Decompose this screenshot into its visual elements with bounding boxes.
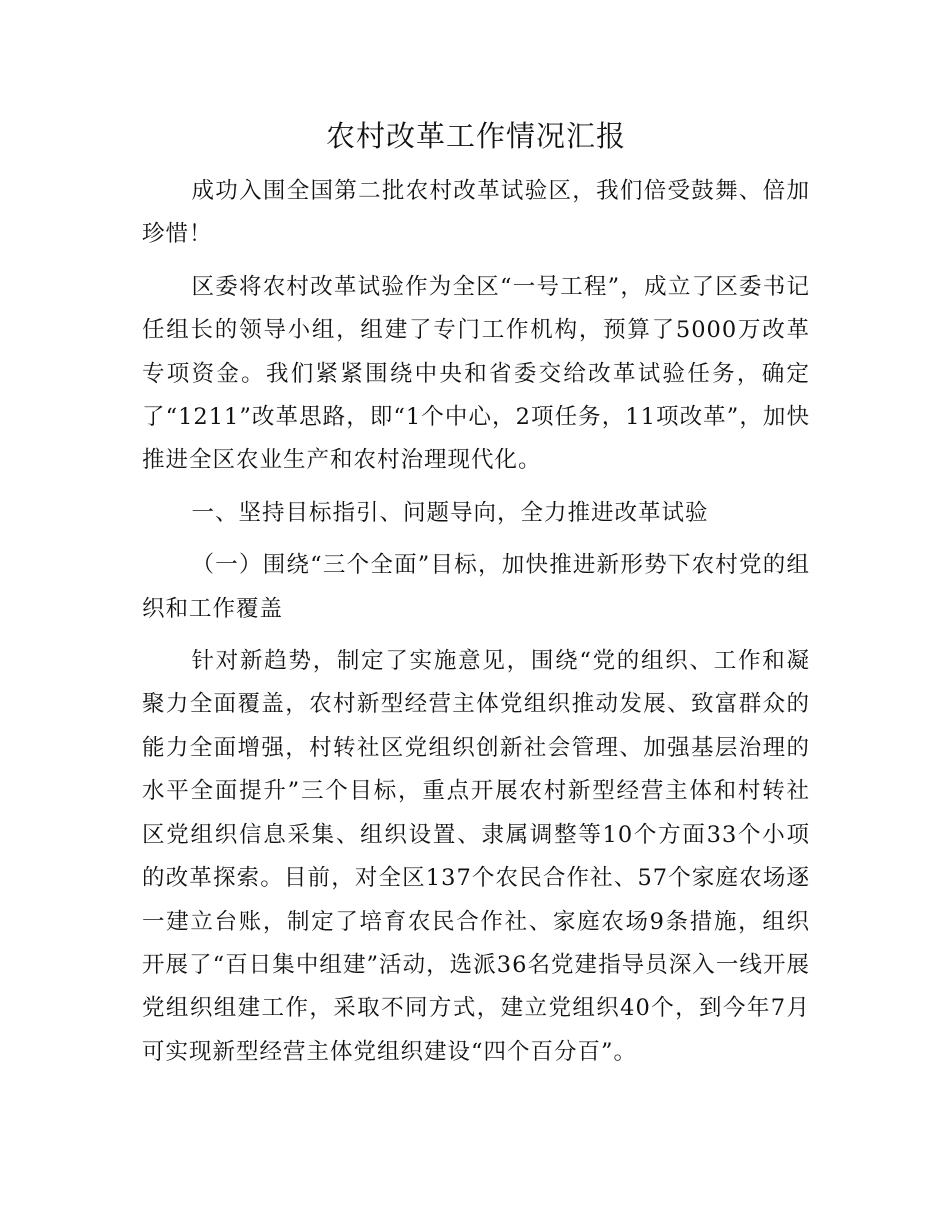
paragraph-overview: 区委将农村改革试验作为全区“一号工程”，成立了区委书记任组长的领导小组，组建了专门工作机构，预算了5000万改革专项资金。我们紧紧围绕中央和省委交给改革试验任务，确定了“1211”改革思路，即“1个中心，2项任务，11项改革”，加快推进全区农业生产和农村治理现代化。 — [142, 273, 810, 474]
subsection-heading-1: （一）围绕“三个全面”目标，加快推进新形势下农村党的组织和工作覆盖 — [142, 552, 810, 622]
paragraph-details: 针对新趋势，制定了实施意见，围绕“党的组织、工作和凝聚力全面覆盖，农村新型经营主体党组织推动发展、致富群众的能力全面增强，村转社区党组织创新社会管理、加强基层治理的水平全面提升”三个目标，重点开展农村新型经营主体和村转社区党组织信息采集、组织设置、隶属调整等10个方面33个小项的改革探索。目前，对全区137个农民合作社、57个家庭农场逐一建立台账，制定了培育农民合作社、家庭农场9条措施，组织开展了“百日集中组建”活动，选派36名党建指导员深入一线开展党组织组建工作，采取不同方式，建立党组织40个，到今年7月可实现新型经营主体党组织建设“四个百分百”。 — [142, 648, 810, 1065]
document-title: 农村改革工作情况汇报 — [325, 119, 626, 153]
section-heading-1: 一、坚持目标指引、问题导向，全力推进改革试验 — [191, 499, 709, 526]
paragraph-intro: 成功入围全国第二批农村改革试验区，我们倍受鼓舞、倍加珍惜！ — [142, 178, 810, 248]
document-page — [142, 112, 810, 1083]
